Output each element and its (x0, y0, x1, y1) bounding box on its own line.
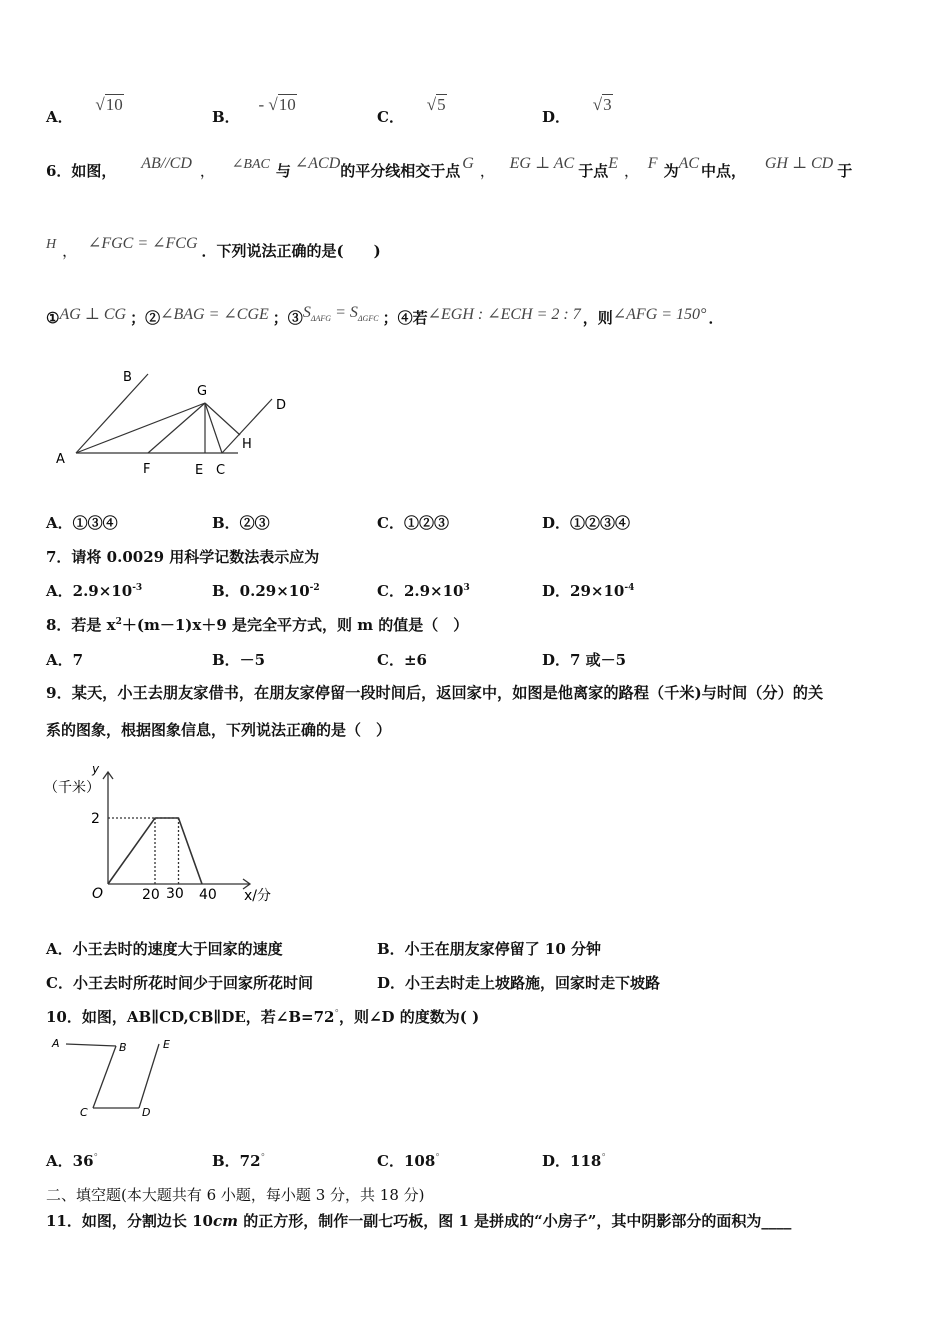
label-e: E (163, 1038, 170, 1051)
q7-option-b: B．$0.29\times 10^{-2}$ (212, 582, 320, 600)
sqrt-expression: - √10 (258, 95, 296, 114)
q5-option-b (212, 95, 296, 127)
q6-option-b: B．②③ (212, 514, 270, 532)
q6-stem-line1: 6．如图， AB//CD ， ∠BAC 与 ∠ACD的平分线相交于点 G ， EG ⊥ AC 于点E ， F 为AC 中点， GH ⊥ CD 于 (46, 155, 853, 180)
section-2-heading: 二、填空题(本大题共有 6 小题，每小题 3 分，共 18 分) (46, 1186, 425, 1204)
q7-option-c: C．$2.9\times 10^3$ (377, 582, 470, 600)
q11-stem: 11．如图，分割边长 10cm 的正方形，制作一副七巧板，图 1 是拼成的“小房子”，其中阴影部分的面积为____ (46, 1212, 792, 1230)
label-a: A (56, 452, 65, 467)
sqrt-expression: √3 (592, 95, 612, 114)
y-axis-label: y (92, 762, 100, 776)
q6-statements: ①AG ⊥ CG ；②∠BAG = ∠CGE ；$③S_{\Delta AFG} = S_{\Delta GFC}$ ；④若∠EGH : ∠ECH = 2 : 7 ，则∠AFG = 150° ． (46, 304, 724, 327)
q7-option-a: A．$2.9\times 10^{-3}$ (46, 582, 143, 600)
label-c: C (216, 463, 226, 478)
option-label: A． (46, 108, 73, 126)
label-b: B (119, 1041, 127, 1054)
q5-option-c (377, 95, 446, 127)
q8-option-b: B．－5 (212, 651, 266, 669)
label-f: F (143, 462, 151, 477)
q6-geometry-figure (50, 365, 300, 480)
line-bc (93, 1046, 116, 1108)
label-b: B (123, 370, 132, 385)
line-ag (76, 403, 205, 453)
q7-stem: 7．请将 0.0029 用科学记数法表示应为 (46, 548, 320, 566)
option-label: C． (377, 108, 404, 126)
origin-label: O (92, 886, 104, 902)
line-ab (66, 1044, 116, 1046)
option-label: D． (542, 108, 571, 126)
q9-stem-line2: 系的图象，根据图象信息，下列说法正确的是（ ） (46, 721, 392, 739)
q8-option-a: A．7 (46, 651, 84, 669)
q10-option-a: A．36° (46, 1152, 99, 1170)
q7-option-d: D．$29\times 10^{-4}$ (542, 582, 635, 600)
label-d: D (276, 398, 287, 413)
q6-option-d: D．①②③④ (542, 514, 631, 532)
line-fg (148, 403, 205, 453)
q6-option-a: A．①③④ (46, 514, 118, 532)
q8-stem: 8．若是 $x^2+(m-1)x+9$ 是完全平方式，则 m 的值是（ ） (46, 616, 469, 634)
y-unit-label: （千米） (44, 780, 100, 796)
x-tick-30: 30 (166, 886, 184, 902)
q10-stem: 10．如图，AB∥CD,CB∥DE，若∠B=72°，则∠D 的度数为( ) (46, 1008, 480, 1026)
q8-option-d: D．7 或－5 (542, 651, 627, 669)
label-d: D (142, 1106, 151, 1119)
label-h: H (242, 437, 252, 452)
q5-option-a (46, 95, 123, 127)
x-axis-label: x/分 (244, 888, 272, 904)
x-tick-20: 20 (142, 887, 160, 903)
y-tick-2: 2 (91, 811, 100, 827)
line-de (139, 1044, 159, 1108)
label-e: E (195, 463, 204, 478)
q9-option-d: D．小王去时走上坡路施，回家时走下坡路 (377, 974, 661, 992)
line-ab (76, 374, 148, 453)
option-label: B． (212, 108, 240, 126)
q9-distance-time-graph (44, 760, 284, 910)
q9-stem-line1: 9．某天，小王去朋友家借书，在朋友家停留一段时间后，返回家中，如图是他离家的路程（千米)与时间（分）的关 (46, 684, 824, 702)
q10-option-b: B．72° (212, 1152, 266, 1170)
q9-option-a: A．小王去时的速度大于回家的速度 (46, 940, 283, 958)
x-tick-40: 40 (199, 887, 217, 903)
q8-option-c: C．±6 (377, 651, 427, 669)
label-a: A (52, 1037, 60, 1050)
q6-option-c: C．①②③ (377, 514, 449, 532)
sqrt-expression: √5 (426, 95, 446, 114)
q10-parallel-figure (46, 1034, 196, 1124)
sqrt-expression: √10 (95, 95, 123, 114)
q10-option-c: C．108° (377, 1152, 440, 1170)
q9-option-c: C．小王去时所花时间少于回家所花时间 (46, 974, 313, 992)
label-g: G (197, 384, 208, 399)
q10-option-d: D．118° (542, 1152, 606, 1170)
q6-stem-line2: H ， ∠FGC = ∠FCG ．下列说法正确的是( ) (46, 235, 381, 260)
label-c: C (80, 1106, 88, 1119)
q5-option-d (542, 95, 612, 127)
area-equation: $S_{\Delta AFG} = S_{\Delta GFC}$ (302, 304, 379, 324)
q9-option-b: B．小王在朋友家停留了 10 分钟 (377, 940, 601, 958)
